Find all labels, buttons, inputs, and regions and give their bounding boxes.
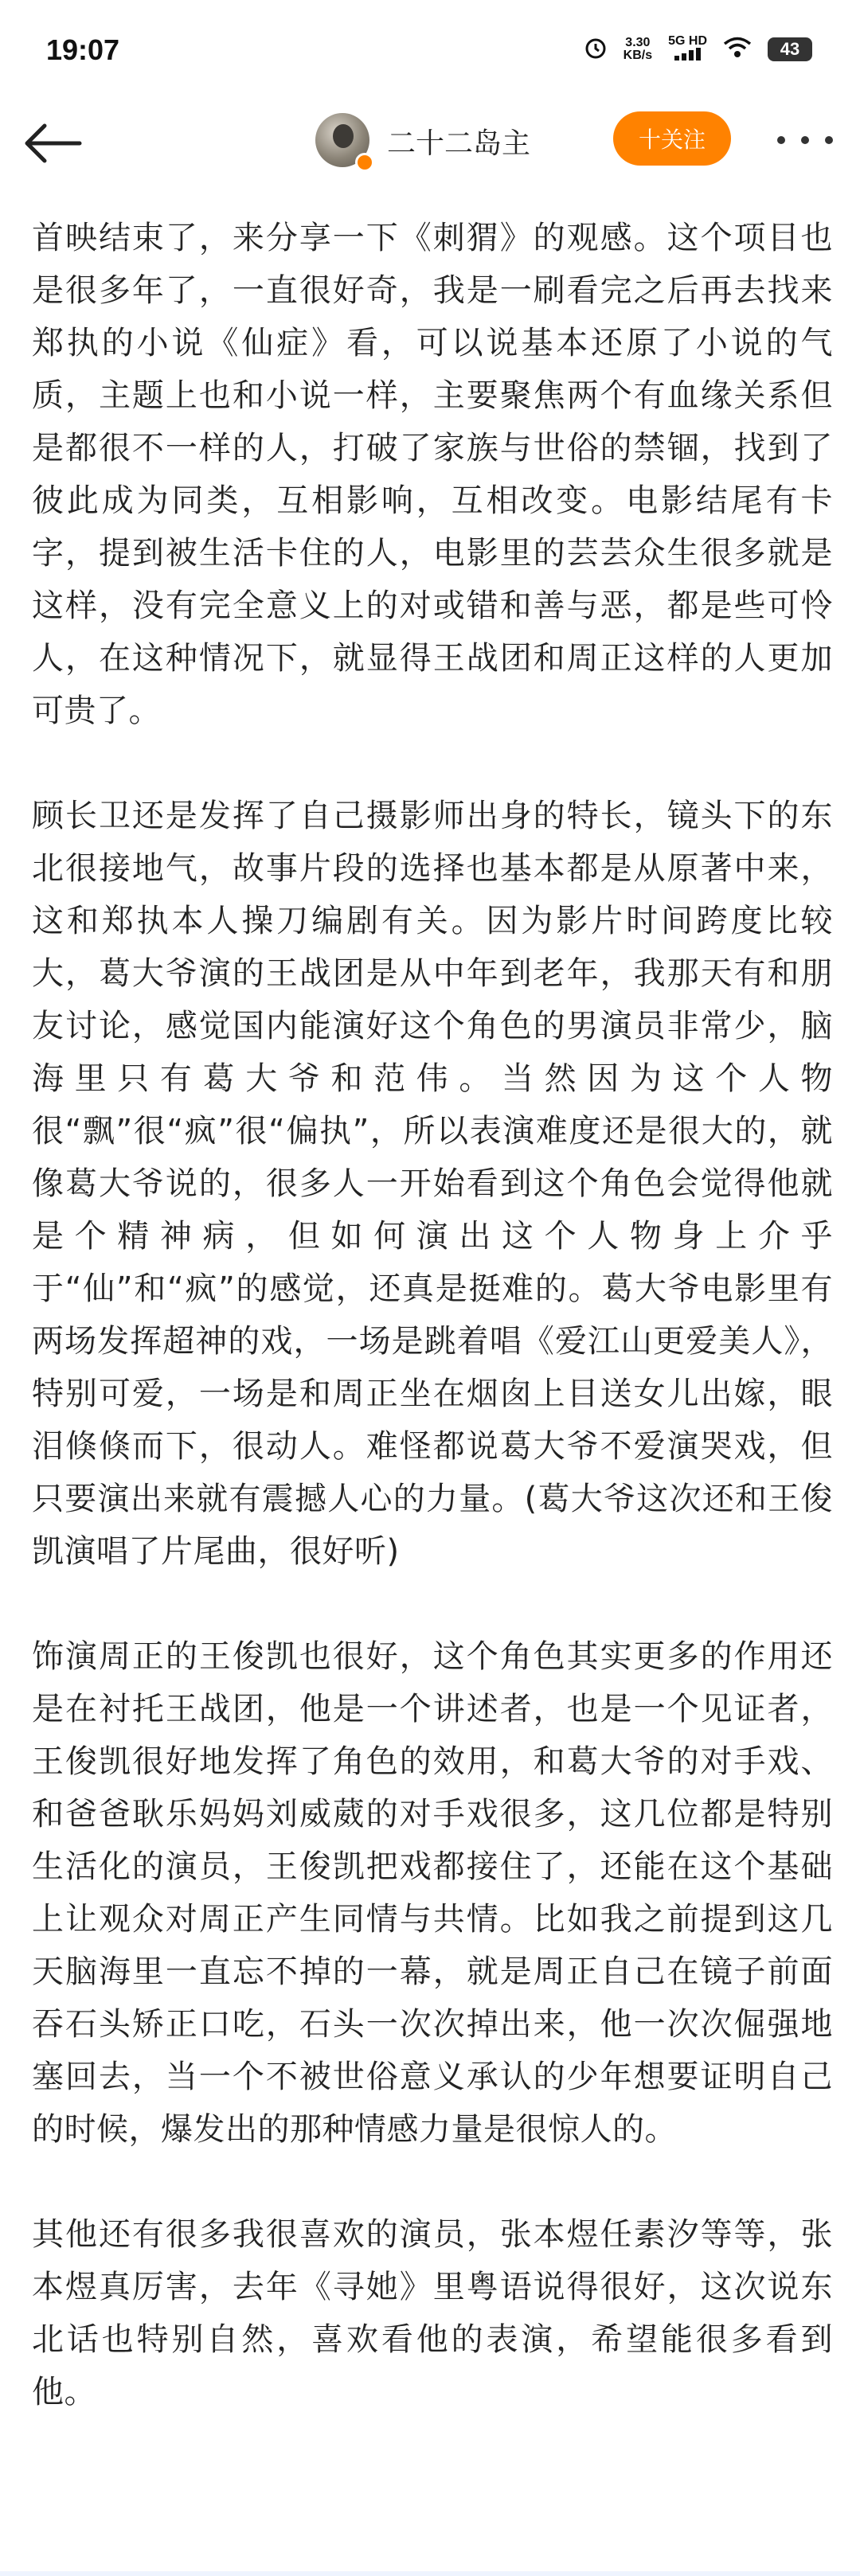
wifi-icon (723, 37, 752, 62)
post-paragraph: 首映结束了，来分享一下《刺猬》的观感。这个项目也是很多年了，一直很好奇，我是一刷看完之后再去找来郑执的小说《仙症》看，可以说基本还原了小说的气质，主题上也和小说一样，主要聚焦两个有血缘关系但是都很不一样的人，打破了家族与世俗的禁锢，找到了彼此成为同类，互相影响，互相改变。电影结尾有卡字，提到被生活卡住的人，电影里的芸芸众生很多就是这样，没有完全意义上的对或错和善与恶，都是些可怜人，在这种情况下，就显得王战团和周正这样的人更加可贵了。 (32, 220, 833, 729)
bottom-strip (0, 2571, 860, 2576)
more-dot-icon (825, 136, 833, 144)
post-content (32, 212, 833, 2471)
verified-badge-icon (355, 153, 374, 172)
network-speed-value: 3.30 (625, 36, 651, 49)
more-options-button[interactable] (777, 126, 833, 154)
signal-indicator (668, 35, 707, 64)
nav-bar (0, 103, 860, 183)
back-arrow-icon (21, 118, 84, 169)
status-bar (0, 0, 860, 103)
network-speed (624, 37, 652, 62)
status-icons (584, 35, 812, 64)
post-paragraph: 其他还有很多我很喜欢的演员，张本煜任素汐等等，张本煜真厉害，去年《寻她》里粤语说得很好，这次说东北话也特别自然，喜欢看他的表演，希望能很多看到他。 (32, 2216, 833, 2410)
username[interactable]: 二十二岛主 (387, 127, 531, 160)
status-time: 19:07 (46, 33, 120, 66)
network-speed-unit: KB/s (623, 49, 653, 62)
signal-bars-icon (674, 48, 702, 60)
more-dot-icon (801, 136, 809, 144)
alarm-icon (584, 36, 608, 63)
battery-icon: 43 (768, 37, 812, 61)
post-paragraph: 饰演周正的王俊凯也很好，这个角色其实更多的作用还是在衬托王战团，他是一个讲述者，也是一个见证者，王俊凯很好地发挥了角色的效用，和葛大爷的对手戏、和爸爸耿乐妈妈刘威葳的对手戏很多，这几位都是特别生活化的演员，王俊凯把戏都接住了，还能在这个基础上让观众对周正产生同情与共情。比如我之前提到这几天脑海里一直忘不掉的一幕，就是周正自己在镜子前面吞石头矫正口吃，石头一次次掉出来，他一次次倔强地塞回去，当一个不被世俗意义承认的少年想要证明自己的时候，爆发出的那种情感力量是很惊人的。 (32, 1638, 833, 2148)
more-dot-icon (777, 136, 785, 144)
post-paragraph: 顾长卫还是发挥了自己摄影师出身的特长，镜头下的东北很接地气，故事片段的选择也基本都是从原著中来，这和郑执本人操刀编剧有关。因为影片时间跨度比较大，葛大爷演的王战团是从中年到老年，我那天有和朋友讨论，感觉国内能演好这个角色的男演员非常少，脑海里只有葛大爷和范伟。当然因为这个人物很“飘”很“疯”很“偏执”，所以表演难度还是很大的，就像葛大爷说的，很多人一开始看到这个角色会觉得他就是个精神病，但如何演出这个人物身上介乎于“仙”和“疯”的感觉，还真是挺难的。葛大爷电影里有两场发挥超神的戏，一场是跳着唱《爱江山更爱美人》，特别可爱，一场是和周正坐在烟囱上目送女儿出嫁，眼泪倏倏而下，很动人。难怪都说葛大爷不爱演哭戏，但只要演出来就有震撼人心的力量。(葛大爷这次还和王俊凯演唱了片尾曲，很好听) (32, 798, 833, 1570)
back-button[interactable] (21, 118, 84, 169)
signal-label: 5G HD (668, 34, 707, 48)
follow-button[interactable]: 十关注 (613, 111, 731, 166)
